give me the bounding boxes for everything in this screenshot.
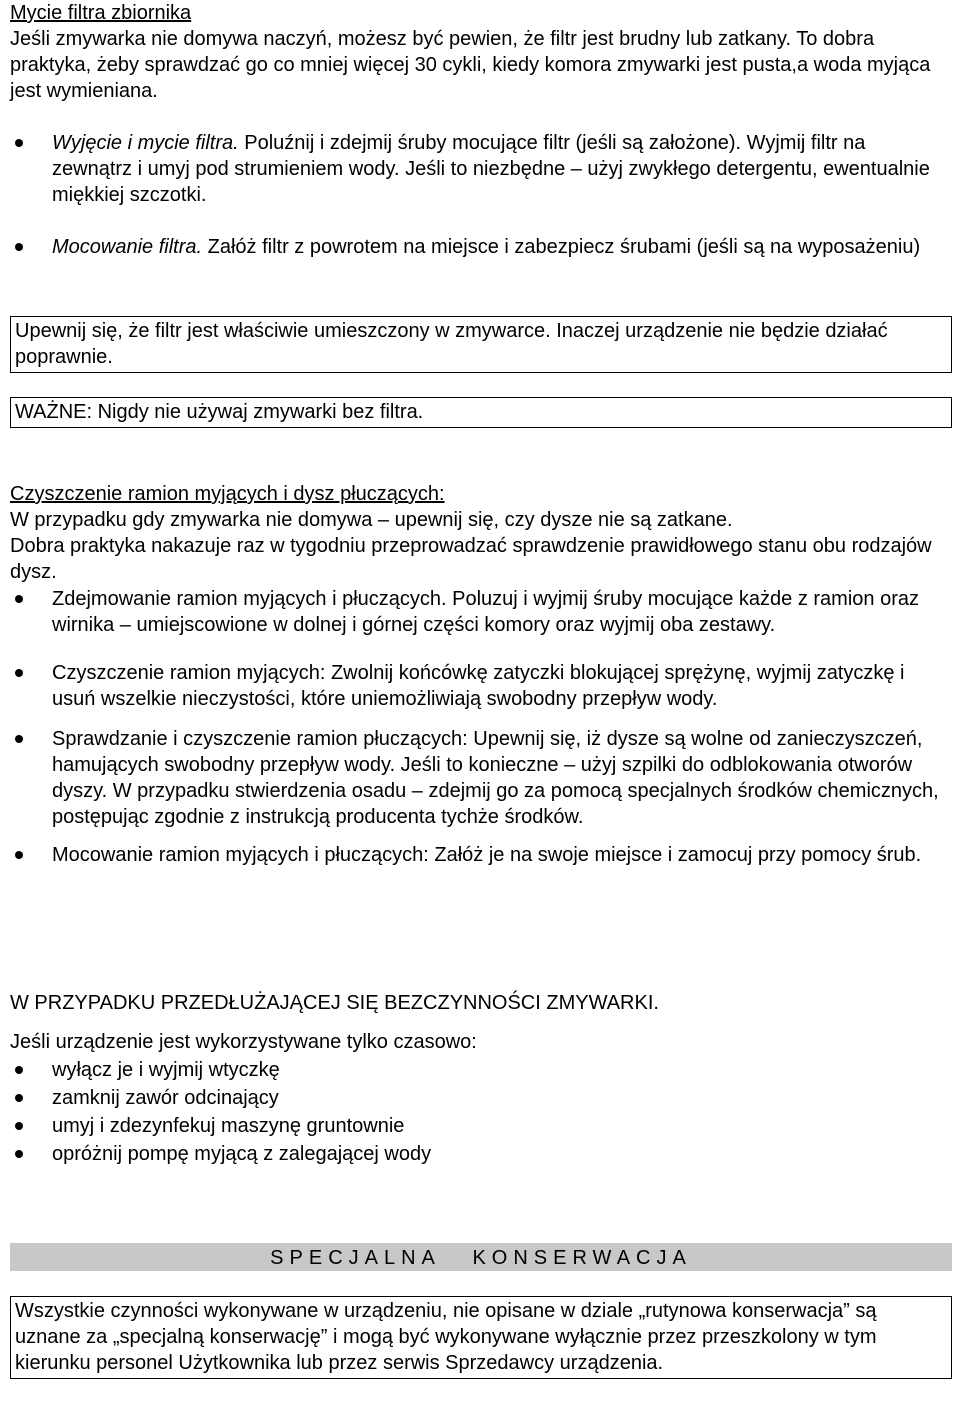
special-maintenance-text: Wszystkie czynności wykonywane w urządzeniu, nie opisane w dziale „rutynowa konserwacja” są uznane za „specjalną konserwację” i mogą być wykonywane wyłącznie przez przeszkolony w tym kierunku personel Użytkownika lub przez serwis Sprzedawcy urządzenia. — [10, 1296, 952, 1379]
arms-cleaning-heading: Czyszczenie ramion myjących i dysz płuczących: — [10, 483, 445, 505]
inactivity-steps-list — [10, 1057, 950, 1169]
list-item-title: Wyjęcie i mycie filtra. — [52, 132, 239, 154]
list-item-text: Załóż filtr z powrotem na miejsce i zabezpiecz śrubami (jeśli są na wyposażeniu) — [202, 236, 921, 258]
inactivity-heading: W PRZYPADKU PRZEDŁUŻAJĄCEJ SIĘ BEZCZYNNOŚCI ZMYWARKI. — [10, 992, 659, 1014]
banner-word: SPECJALNA — [270, 1247, 441, 1269]
list-item: Zdejmowanie ramion myjących i płuczących. Poluzuj i wyjmij śruby mocujące każde z ramion oraz wirnika – umiejscowione w dolnej i górnej części komory oraz wyjmij oba zestawy. — [10, 586, 950, 638]
list-item: zamknij zawór odcinający — [10, 1085, 950, 1111]
inactivity-intro: Jeśli urządzenie jest wykorzystywane tylko czasowo: — [10, 1031, 477, 1053]
filter-cleaning-intro: Jeśli zmywarka nie domywa naczyń, możesz być pewien, że filtr jest brudny lub zatkany. To dobra praktyka, żeby sprawdzać go co mniej więcej 30 cykli, kiedy komora zmywarki jest pusta,a woda myjąca jest wymieniana. — [10, 28, 931, 102]
filter-steps-list — [10, 130, 950, 260]
list-item: umyj i zdezynfekuj maszynę gruntownie — [10, 1113, 950, 1139]
list-item: Mocowanie ramion myjących i płuczących: Załóż je na swoje miejsce i zamocuj przy pomocy śrub. — [10, 842, 950, 868]
important-warning: WAŻNE: Nigdy nie używaj zmywarki bez filtra. — [10, 397, 952, 428]
banner-word: KONSERWACJA — [472, 1247, 692, 1269]
filter-cleaning-heading: Mycie filtra zbiornika — [10, 2, 192, 24]
list-item: wyłącz je i wyjmij wtyczkę — [10, 1057, 950, 1083]
filter-placement-note: Upewnij się, że filtr jest właściwie umieszczony w zmywarce. Inaczej urządzenie nie będzie działać poprawnie. — [10, 316, 952, 373]
arms-cleaning-line2: Dobra praktyka nakazuje raz w tygodniu przeprowadzać sprawdzenie prawidłowego stanu obu rodzajów dysz. — [10, 535, 932, 583]
list-item: opróżnij pompę myjącą z zalegającej wody — [10, 1141, 950, 1167]
arms-cleaning-line1: W przypadku gdy zmywarka nie domywa – upewnij się, czy dysze nie są zatkane. — [10, 509, 733, 531]
list-item-text: Poluźnij i zdejmij śruby mocujące filtr (jeśli są założone). Wyjmij filtr na zewnątrz i umyj pod strumieniem wody. Jeśli to niezbędne – użyj zwykłego detergentu, ewentualnie miękkiej szczotki. — [52, 132, 930, 206]
arms-steps-list — [10, 586, 950, 868]
list-item — [10, 234, 950, 260]
list-item: Czyszczenie ramion myjących: Zwolnij końcówkę zatyczki blokującej sprężynę, wyjmij zatyczkę i usuń wszelkie nieczystości, które uniemożliwiają swobodny przepływ wody. — [10, 660, 950, 712]
list-item-title: Mocowanie filtra. — [52, 236, 203, 258]
special-maintenance-banner — [10, 1243, 952, 1271]
list-item — [10, 130, 950, 208]
list-item: Sprawdzanie i czyszczenie ramion płuczących: Upewnij się, iż dysze są wolne od zanieczyszczeń, hamujących swobodny przepływ wody. Jeśli to konieczne – użyj szpilki do odblokowania otworów dyszy. W przypadku stwierdzenia osadu – zdejmij go za pomocą specjalnych środków chemicznych, postępując zgodnie z instrukcją producenta tychże środków. — [10, 726, 950, 830]
